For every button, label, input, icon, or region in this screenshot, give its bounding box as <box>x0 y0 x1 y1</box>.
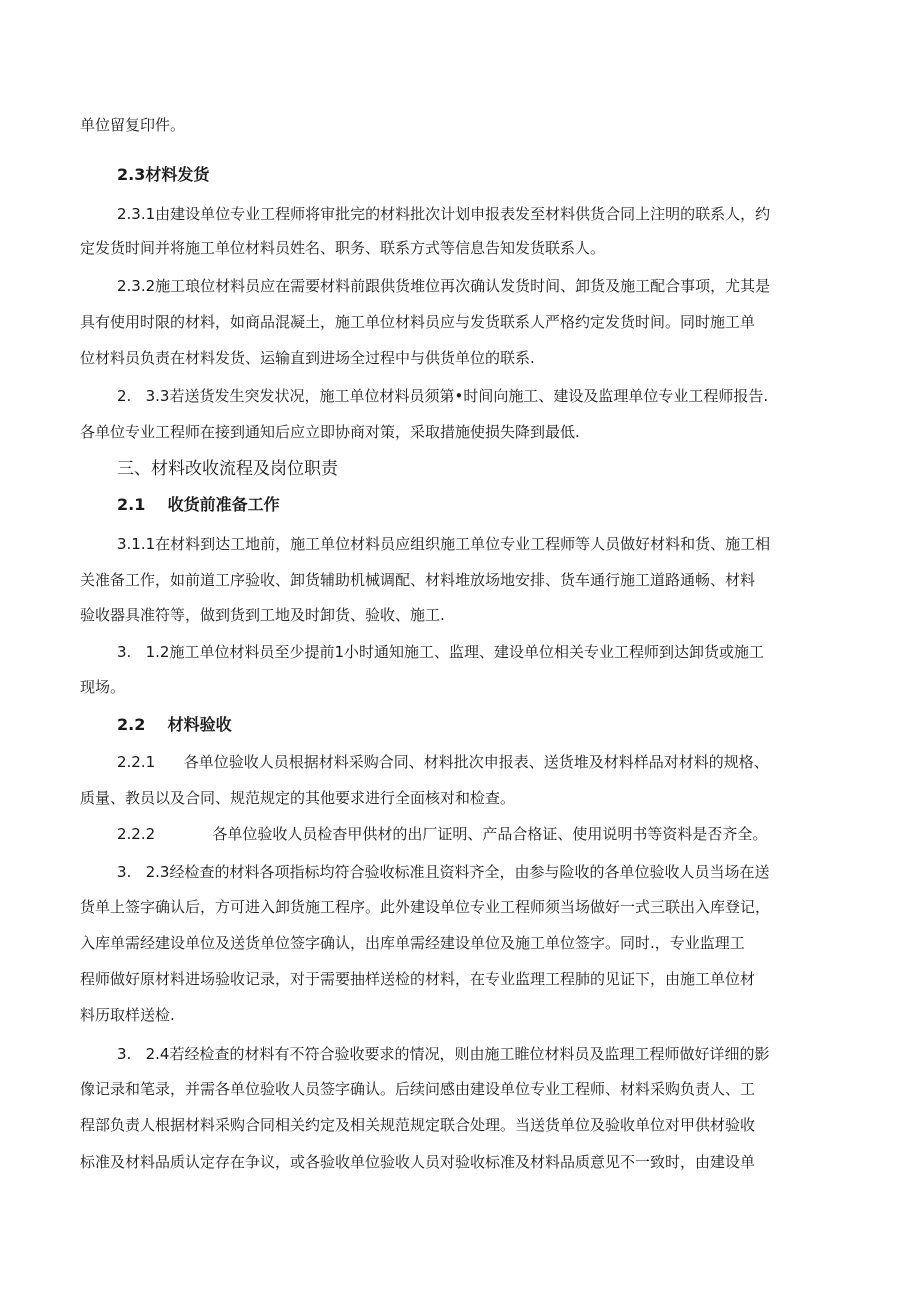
section-heading: 2.1 收货前准备工作 <box>117 495 280 514</box>
paragraph-line: 2.3.2施工琅位材料员应在需要材料前跟供货堆位再次确认发货时间、卸货及施工配合事项，尤其是 <box>117 277 771 295</box>
paragraph-line: 料历取样送检. <box>80 1006 175 1024</box>
paragraph-line: 2.3.1由建设单位专业工程师将审批完的材料批次计划申报表发至材料供货合同上注明的联系人，约 <box>117 205 771 223</box>
paragraph-line: 3. 1.2施工单位材料员至少提前1小时通知施工、监理、建设单位相关专业工程师到达卸货或施工 <box>117 643 765 661</box>
paragraph-line: 现场。 <box>80 678 126 696</box>
paragraph-line: 入库单需经建设单位及送货单位签字确认，出库单需经建设单位及施工单位签字。同时.，专业监理工 <box>80 934 745 952</box>
paragraph-line: 2.2.2 各单位验收人员检杳甲供材的出厂证明、产品合格证、使用说明书等资料是否齐全。 <box>117 825 768 843</box>
paragraph-line: 程部负责人根据材料采购合同相关约定及相关规范规定联合处理。当送货单位及验收单位对甲供材验收 <box>80 1116 756 1134</box>
paragraph-line: 具有使用时限的材料，如商品混凝土，施工单位材料员应与发货联系人严格约定发货时间。同时施工单 <box>80 313 756 331</box>
paragraph-line: 定发货时间并将施工单位材料员姓名、职务、联系方式等信息告知发货联系人。 <box>80 239 606 257</box>
paragraph-line: 3. 2.3经检查的材料各项指标均符合验收标准且资料齐全，由参与险收的各单位验收人员当场在送 <box>117 863 770 881</box>
paragraph-line: 位材料员负责在材料发货、运输直到进场全过程中与供货单位的联系. <box>80 349 535 367</box>
paragraph-line: 2. 3.3若送货发生突发状况，施工单位材料员须第•时间向施工、建设及监理单位专业工程师报告. <box>117 387 769 405</box>
paragraph-line: 像记录和笔录，并需各单位验收人员签字确认。后续问感由建设单位专业工程师、材料采购负责人、工 <box>80 1080 756 1098</box>
paragraph-line: 3. 2.4若经检查的材料有不符合验收要求的情况，则由施工睢位材料员及监理工程师做好详细的影 <box>117 1045 770 1063</box>
paragraph-line: 标准及材料品质认定存在争议，或各验收单位验收人员对验收标准及材料品质意见不一致时，由建设单 <box>80 1153 756 1171</box>
paragraph-line: 货单上签字确认后，方可进入卸货施工程序。此外建设单位专业工程师须当场做好一式三联出入库登记， <box>80 898 771 916</box>
paragraph-line: 3.1.1在材料到达工地前，施工单位材料员应组织施工单位专业工程师等人员做好材料和货、施工相 <box>117 535 771 553</box>
section-heading: 2.3材料发货 <box>117 165 210 184</box>
section-heading: 2.2 材料验收 <box>117 715 232 734</box>
paragraph-line: 各单位专业工程师在接到通知后应立即协商对策，采取措施使损失降到最低. <box>80 423 580 441</box>
paragraph-line: 程师做好原材料进场验收记录，对于需要抽样送检的材料，在专业监理工程肺的见证下，由施工单位材 <box>80 970 756 988</box>
paragraph-line: 关准备工作，如前道工序验收、卸货辅助机械调配、材料堆放场地安排、货车通行施工道路通畅、材料 <box>80 571 756 589</box>
paragraph-line: 质量、教员以及合同、规范规定的其他要求进行全面核对和检查。 <box>80 789 516 807</box>
paragraph-line: 验收器具准符等，做到货到工地及时卸货、验收、施工. <box>80 606 445 624</box>
paragraph-line: 2.2.1 各单位验收人员根据材料采购合同、材料批次申报表、送货堆及材料样品对材料的规格、 <box>117 753 769 771</box>
paragraph-line: 单位留复印件。 <box>80 116 186 134</box>
chapter-heading: 三、材料改收流程及岗位职责 <box>117 459 338 479</box>
